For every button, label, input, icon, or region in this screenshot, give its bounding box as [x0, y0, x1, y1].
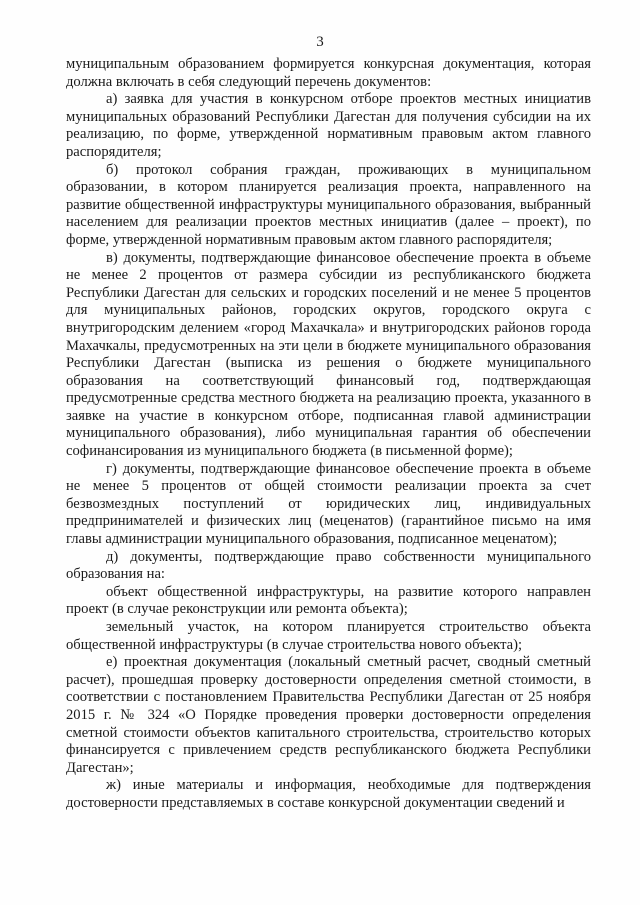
paragraph-item-d-sub-1: объект общественной инфраструктуры, на развитие которого направлен проект (в случае реконструкции или ремонта объекта);: [66, 583, 591, 618]
paragraph-item-g: г) документы, подтверждающие финансовое обеспечение проекта в объеме не менее 5 процентов от общей стоимости реализации проекта за счет безвозмездных поступлений от юридических лиц, индивидуальных предпринимателей и физических лиц (меценатов) (гарантийное письмо на имя главы администрации муниципального образования, подписанное меценатом);: [66, 460, 591, 548]
paragraph-item-v: в) документы, подтверждающие финансовое обеспечение проекта в объеме не менее 2 процентов от размера субсидии из республиканского бюджета Республики Дагестан для сельских и городских поселений и не менее 5 процентов для муниципальных районов, городских округов, городского округа с внутригородским делением «город Махачкала» и внутригородских районов города Махачкалы, предусмотренных на эти цели в бюджете муниципального образования Республики Дагестан (выписка из решения о бюджете муниципального образования на соответствующий финансовый год, подтверждающая предусмотренные средства местного бюджета на реализацию проекта, указанного в заявке на участие в конкурсном отборе, подписанная главой администрации муниципального образования), либо муниципальная гарантия об обеспечении софинансирования из муниципального бюджета (в письменной форме);: [66, 249, 591, 460]
paragraph-item-b: б) протокол собрания граждан, проживающих в муниципальном образовании, в котором планируется реализация проекта, направленного на развитие общественной инфраструктуры муниципального образования, выбранный населением для реализации проектов местных инициатив (далее – проект), по форме, утвержденной нормативным правовым актом главного распорядителя;: [66, 161, 591, 248]
paragraph-item-e: е) проектная документация (локальный сметный расчет, сводный сметный расчет), прошедшая проверку достоверности определения сметной стоимости, в соответствии с постановлением Правительства Республики Дагестан от 25 ноября 2015 г. № 324 «О Порядке проведения проверки достоверности определения сметной стоимости объектов капитального строительства, строительство которых финансируется с привлечением средств республиканского бюджета Республики Дагестан»;: [66, 654, 591, 776]
paragraph-item-d-sub-2: земельный участок, на котором планируется строительство объекта общественной инфраструктуры (в случае строительства нового объекта);: [66, 619, 591, 653]
paragraph-item-d: д) документы, подтверждающие право собственности муниципального образования на:: [66, 548, 591, 583]
page-number: 3: [316, 34, 324, 50]
paragraph-intro: муниципальным образованием формируется конкурсная документация, которая должна включать в себя следующий перечень документов:: [66, 56, 591, 90]
paragraph-item-zh: ж) иные материалы и информация, необходимые для подтверждения достоверности представляемых в составе конкурсной документации сведений и: [66, 777, 591, 811]
document-body: [66, 56, 591, 813]
paragraph-item-a: а) заявка для участия в конкурсном отборе проектов местных инициатив муниципальных образований Республики Дагестан для получения субсидии на их реализацию, по форме, утвержденной нормативным правовым актом главного распорядителя;: [66, 91, 591, 160]
